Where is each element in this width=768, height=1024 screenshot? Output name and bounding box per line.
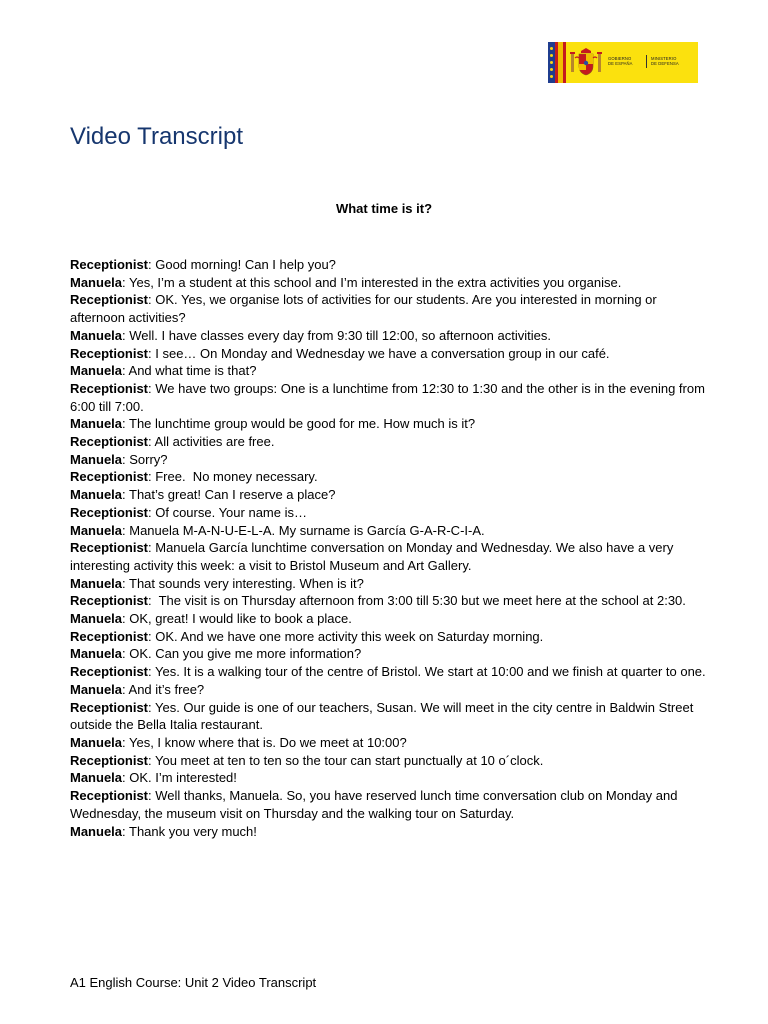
speaker-name: Manuela (70, 522, 123, 538)
transcript-line (70, 769, 710, 787)
speech-text: : That sounds very interesting. When is it? (122, 575, 364, 591)
speaker-name: Manuela (70, 274, 123, 290)
speech-text: : Yes, I’m a student at this school and I’m interested in the extra activities you organise. (122, 274, 622, 290)
transcript-line (70, 787, 710, 822)
document-subtitle: What time is it? (335, 201, 433, 216)
speaker-name: Receptionist (70, 292, 149, 308)
transcript-line (70, 752, 710, 770)
transcript-line (70, 451, 710, 469)
speaker-name: Manuela (70, 451, 123, 467)
speaker-name: Manuela (70, 416, 123, 432)
speech-text: : Yes, I know where that is. Do we meet at 10:00? (122, 734, 407, 750)
speech-text: : OK. Can you give me more information? (122, 646, 362, 662)
transcript-line (70, 645, 710, 663)
coat-of-arms-icon (569, 48, 603, 77)
document-title: Video Transcript (70, 123, 243, 150)
transcript-line (70, 681, 710, 699)
speech-text: : Thank you very much! (122, 823, 257, 839)
transcript-line (70, 699, 710, 734)
transcript-line (70, 486, 710, 504)
speech-text: : Yes. Our guide is one of our teachers, Susan. We will meet in the city centre in Baldwin Street outside the Bella Italia restaurant. (70, 699, 697, 733)
speaker-name: Receptionist (70, 540, 149, 556)
speech-text: : OK. I’m interested! (122, 770, 237, 786)
speaker-name: Manuela (70, 327, 123, 343)
speaker-name: Receptionist (70, 788, 149, 804)
transcript-line (70, 663, 710, 681)
speaker-name: Manuela (70, 770, 123, 786)
transcript-line (70, 256, 710, 274)
speech-text: : Well. I have classes every day from 9:30 till 12:00, so afternoon activities. (122, 327, 551, 343)
transcript-line (70, 345, 710, 363)
transcript-line (70, 539, 710, 574)
speech-text: : The visit is on Thursday afternoon from 3:00 till 5:30 but we meet here at the school at 2:30. (148, 593, 686, 609)
logo-left-text: GOBIERNO DE ESPAÑA (608, 56, 633, 66)
transcript-line (70, 468, 710, 486)
speech-text: : The lunchtime group would be good for me. How much is it? (122, 416, 476, 432)
transcript-body (70, 256, 710, 840)
transcript-line (70, 628, 710, 646)
transcript-line (70, 291, 710, 326)
page-footer: A1 English Course: Unit 2 Video Transcript (70, 975, 317, 990)
speaker-name: Receptionist (70, 380, 149, 396)
transcript-line (70, 522, 710, 540)
speaker-name: Receptionist (70, 593, 149, 609)
transcript-line (70, 592, 710, 610)
speech-text: : Yes. It is a walking tour of the centre of Bristol. We start at 10:00 and we finish at quarter to one. (148, 664, 706, 680)
speech-text: : You meet at ten to ten so the tour can start punctually at 10 o´clock. (148, 752, 544, 768)
speech-text: : Free. No money necessary. (148, 469, 318, 485)
speaker-name: Manuela (70, 575, 123, 591)
transcript-line (70, 380, 710, 415)
transcript-line (70, 734, 710, 752)
transcript-line (70, 504, 710, 522)
speaker-name: Manuela (70, 734, 123, 750)
logo-divider (646, 55, 647, 68)
transcript-line (70, 327, 710, 345)
transcript-line (70, 415, 710, 433)
eu-flag-strip (548, 42, 555, 83)
speaker-name: Receptionist (70, 434, 149, 450)
speaker-name: Receptionist (70, 257, 149, 272)
speech-text: : Good morning! Can I help you? (148, 257, 336, 272)
speech-text: : And what time is that? (122, 363, 257, 379)
speaker-name: Manuela (70, 823, 123, 839)
speech-text: : And it’s free? (122, 681, 205, 697)
transcript-line (70, 575, 710, 593)
speech-text: : OK. And we have one more activity this week on Saturday morning. (148, 628, 544, 644)
speaker-name: Receptionist (70, 628, 149, 644)
transcript-line (70, 823, 710, 841)
speaker-name: Manuela (70, 363, 123, 379)
speech-text: : We have two groups: One is a lunchtime from 12:30 to 1:30 and the other is in the evening from 6:00 till 7:00. (70, 380, 709, 414)
speech-text: : I see… On Monday and Wednesday we have a conversation group in our café. (148, 345, 610, 361)
government-logo (548, 42, 698, 83)
speaker-name: Receptionist (70, 664, 149, 680)
speech-text: : All activities are free. (148, 434, 275, 450)
speaker-name: Receptionist (70, 504, 149, 520)
speech-text: : OK. Yes, we organise lots of activities for our students. Are you interested in morning or afternoon activities? (70, 292, 661, 326)
speech-text: : That’s great! Can I reserve a place? (122, 487, 336, 503)
speaker-name: Receptionist (70, 469, 149, 485)
speaker-name: Receptionist (70, 752, 149, 768)
transcript-line (70, 610, 710, 628)
speech-text: : Of course. Your name is… (148, 504, 307, 520)
speaker-name: Manuela (70, 681, 123, 697)
speaker-name: Manuela (70, 611, 123, 627)
speaker-name: Manuela (70, 487, 123, 503)
transcript-line (70, 274, 710, 292)
speaker-name: Receptionist (70, 345, 149, 361)
speaker-name: Manuela (70, 646, 123, 662)
transcript-line (70, 362, 710, 380)
speaker-name: Receptionist (70, 699, 149, 715)
speech-text: : Manuela M-A-N-U-E-L-A. My surname is García G-A-R-C-I-A. (122, 522, 485, 538)
speech-text: : Manuela García lunchtime conversation on Monday and Wednesday. We also have a very interesting activity this week: a visit to Bristol Museum and Art Gallery. (70, 540, 677, 573)
transcript-line (70, 433, 710, 451)
logo-right-text: MINISTERIO DE DEFENSA (651, 56, 679, 66)
speech-text: : OK, great! I would like to book a place. (122, 611, 352, 627)
speech-text: : Sorry? (122, 451, 168, 467)
speech-text: : Well thanks, Manuela. So, you have reserved lunch time conversation club on Monday and Wednesday, the museum visit on Thursday and the walking tour on Saturday. (70, 788, 682, 821)
